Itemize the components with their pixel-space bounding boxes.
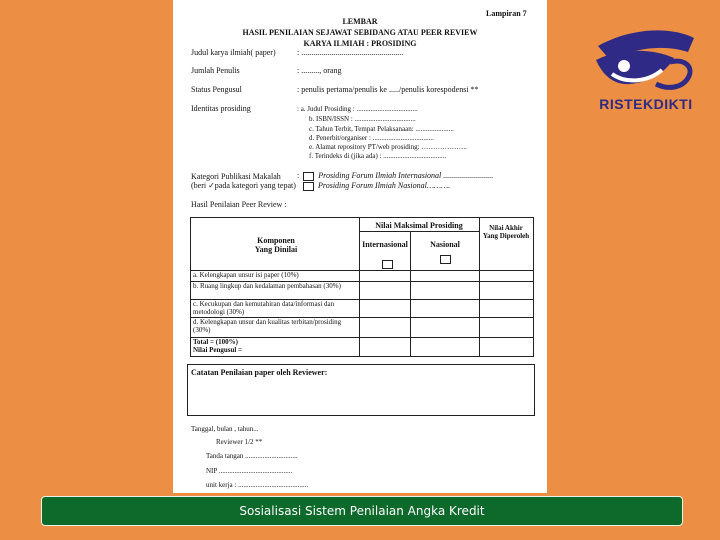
signature-nip-line: NIP .......................................... [206, 467, 293, 475]
kategori-option-internasional: : Prosiding Forum Ilmiah Internasional ......................... [297, 171, 494, 180]
footer-banner [41, 496, 683, 526]
kategori-option-nasional-text: Prosiding Forum Ilmiah Nasional………. [318, 181, 451, 190]
reviewer-notes-label: Catatan Penilaian paper oleh Reviewer: [191, 368, 328, 377]
jumlah-penulis-label: Jumlah Penulis [191, 66, 240, 75]
identitas-item: d. Penerbit/organiser : ................................... [309, 134, 434, 142]
table-row: b. Ruang lingkup dan kedalaman pembahasan (30%) [193, 282, 341, 290]
identitas-prosiding-label: Identitas prosiding [191, 104, 251, 113]
signature-date-line: Tanggal, bulan , tahun... [191, 425, 259, 433]
nasional-box-wrap [438, 250, 453, 268]
nilai-pengusul-label: Nilai Pengusul = [193, 346, 243, 354]
identitas-item: f. Terindeks di (jika ada) : .................................... [309, 152, 447, 160]
judul-value: : ................................................... [297, 48, 404, 57]
judul-label: Judul karya ilmiah( paper) [191, 48, 276, 57]
total-label: Total = (100%) [193, 338, 238, 346]
identitas-item: b. ISBN/ISSN : ................................... [309, 115, 416, 123]
kategori-option-nasional [301, 181, 450, 191]
ristekdikti-logo [590, 18, 700, 128]
status-pengusul-value: : penulis pertama/penulis ke ...../penulis korespodensi ** [297, 85, 479, 94]
table-divider [359, 231, 479, 232]
identitas-item: c. Tahun Terbit, Tempat Pelaksanaan: ...................... [309, 125, 454, 133]
table-divider [191, 337, 533, 338]
jumlah-penulis-value: : ........., orang [297, 66, 342, 75]
identitas-item: e. Alamat repository PT/web prosiding: ……………….. [309, 143, 467, 151]
hasil-penilaian-label: Hasil Penilaian Peer Review : [191, 200, 287, 209]
table-divider [359, 218, 360, 356]
identitas-item: : a. Judul Prosiding : ................................... [297, 105, 418, 113]
checkbox-internasional[interactable] [303, 172, 314, 181]
nasional-header: Nasional [430, 240, 460, 249]
status-pengusul-label: Status Pengusul [191, 85, 242, 94]
signature-reviewer-line: Reviewer 1/2 ** [216, 438, 263, 446]
signature-ttd-line: Tanda tangan .............................. [206, 452, 298, 460]
komponen-header: Komponen Yang Dinilai [254, 236, 298, 254]
signature-unit-line: unit kerja : ........................................ [206, 481, 309, 489]
table-row: c. Kecukupan dan kemutahiran data/informasi dan metodologi (30%) [193, 300, 335, 316]
reviewer-notes-box[interactable] [187, 364, 535, 416]
nilai-maksimal-header: Nilai Maksimal Prosiding [375, 221, 463, 230]
form-title-line-2: HASIL PENILAIAN SEJAWAT SEBIDANG ATAU PEER REVIEW [242, 28, 478, 37]
form-title-line-3: KARYA ILMIAH : PROSIDING [303, 39, 417, 48]
peer-review-form-document [173, 0, 547, 493]
internasional-box-wrap [380, 255, 395, 273]
internasional-score-box[interactable] [382, 260, 393, 269]
ristekdikti-logo-text: RISTEKDIKTI [599, 96, 693, 112]
nilai-akhir-header: Nilai Akhir Yang Diperoleh [482, 224, 530, 240]
appendix-label: Lampiran 7 [486, 9, 527, 18]
table-row: d. Kelengkapan unsur dan kualitas terbitan/prosiding (30%) [193, 318, 342, 334]
peer-review-score-table [190, 217, 534, 357]
kategori-label: Kategori Publikasi Makalah [191, 172, 281, 181]
internasional-header: Internasional [362, 240, 408, 249]
checkbox-nasional[interactable] [303, 182, 314, 191]
table-divider [479, 218, 480, 356]
kategori-option-internasional-text: Prosiding Forum Ilmiah Internasional ......................... [318, 171, 494, 180]
form-title-line-1: LEMBAR [342, 17, 378, 26]
nasional-score-box[interactable] [440, 255, 451, 264]
footer-text: Sosialisasi Sistem Penilaian Angka Kredit [239, 504, 485, 518]
table-row: a. Kelengkapan unsur isi paper (10%) [193, 271, 299, 279]
kategori-hint: (beri ✓pada kategori yang tepat) [191, 181, 296, 190]
